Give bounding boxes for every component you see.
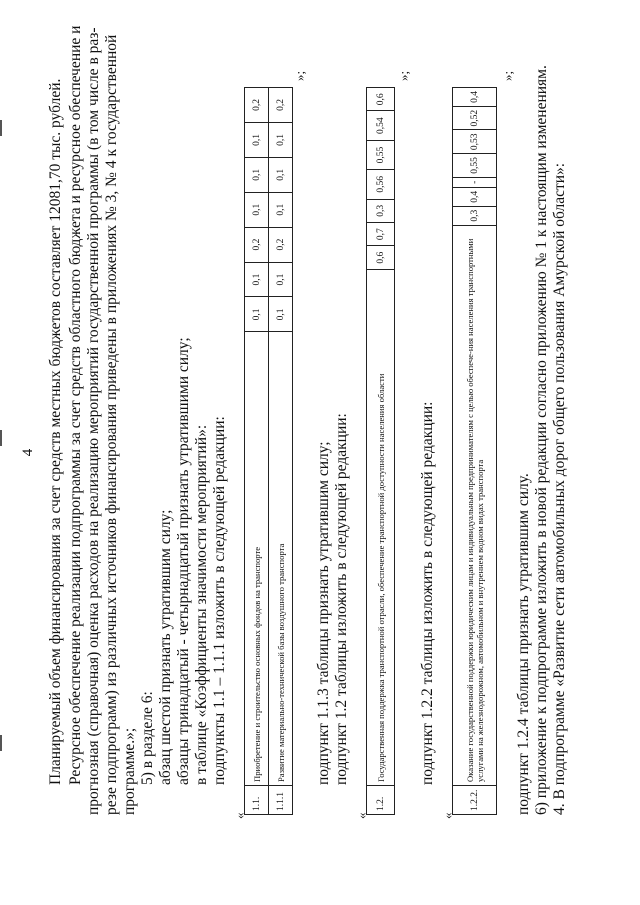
paragraph-subitem-1-2: подпункт 1.2 таблицы изложить в следующей редакции:: [333, 413, 350, 785]
value-cell: 0,53: [453, 130, 497, 154]
value-cell: -: [453, 177, 497, 187]
table-subitem-1-2-2: [452, 87, 497, 815]
paragraph-abzac-13-14: абзацы тринадцатый - четырнадцатый признать утратившими силу;: [175, 337, 192, 785]
value-cell: 0,6: [367, 88, 395, 112]
quote-close-2: »;: [396, 70, 411, 81]
table-row: [269, 88, 293, 815]
paragraph-appendix: 6) приложение к подпрограмме изложить в новой редакции согласно приложению № 1 к настоящим изменениям.: [533, 65, 550, 815]
row-number: 1.1.1: [269, 786, 293, 815]
row-name: Приобретение и строительство основных фондов на транспорте: [245, 332, 269, 786]
value-cell: 0,1: [245, 122, 269, 157]
value-cell: 0,7: [367, 222, 395, 245]
value-cell: 0,1: [269, 157, 293, 192]
value-cell: 0,56: [367, 170, 395, 199]
value-cell: 0,1: [245, 192, 269, 227]
paragraph-section-6: 5) в разделе 6:: [139, 691, 156, 785]
row-number: 1.2.: [367, 786, 395, 815]
quote-open-3: «: [440, 812, 455, 819]
paragraph-abzac-6: абзац шестой признать утратившим силу;: [157, 509, 174, 785]
value-cell: 0,1: [269, 192, 293, 227]
table-subitem-1-2: [366, 87, 395, 815]
value-cell: 0,1: [269, 262, 293, 297]
value-cell: 0,1: [269, 297, 293, 332]
paragraph-subitem-1-2-4: подпункт 1.2.4 таблицы признать утратившим силу.: [515, 473, 532, 815]
paragraph-subitem-1-2-2: подпункт 1.2.2 таблицы изложить в следующей редакции:: [419, 401, 436, 785]
row-name: Оказание государственной поддержки юридическим лицам и индивидуальным предпринимателям с целью обеспече-ния населения транспортными услугами на железнодорожном, автомобильном и внутреннем водном видах транспорта: [453, 225, 497, 785]
paragraph-subitems-1-1: подпункты 1.1 – 1.1.1 изложить в следующей редакции:: [211, 416, 228, 785]
value-cell: 0,2: [245, 88, 269, 123]
row-name: Государственная поддержка транспортной отрасли, обеспечение транспортной доступности населения области: [367, 269, 395, 785]
value-cell: 0,55: [453, 154, 497, 178]
value-cell: 0,1: [245, 262, 269, 297]
paragraph-subitem-1-1-3: подпункт 1.1.3 таблицы признать утратившим силу;: [315, 441, 332, 785]
value-cell: 0,2: [245, 227, 269, 262]
paragraph-coefficients-table: в таблице «Коэффициенты значимости мероприятий»:: [193, 424, 210, 785]
table-subitems-1-1: [244, 87, 293, 815]
row-name: Развитие материально-технической базы воздушного транспорта: [269, 332, 293, 786]
quote-open-2: «: [354, 812, 369, 819]
quote-close-1: »;: [292, 70, 307, 81]
value-cell: 0,55: [367, 140, 395, 169]
paragraph-resource-line-2: прогнозная (справочная) оценка расходов на реализацию мероприятий государственной программы (в том числе в раз-: [85, 27, 102, 815]
value-cell: 0,54: [367, 111, 395, 140]
value-cell: 0,3: [453, 206, 497, 225]
value-cell: 0,1: [245, 297, 269, 332]
quote-close-3: »;: [500, 70, 515, 81]
paragraph-resource-line-4: программе.»;: [121, 727, 138, 815]
value-cell: 0,1: [269, 122, 293, 157]
value-cell: 0,52: [453, 106, 497, 130]
value-cell: 0,4: [453, 88, 497, 107]
value-cell: 0,2: [269, 88, 293, 123]
paragraph-resource-line-1: Ресурсное обеспечение реализации подпрограммы за счет средств областного бюджета и ресурсное обеспечение и: [67, 25, 84, 785]
quote-open-1: «: [232, 812, 247, 819]
table-row: [245, 88, 269, 815]
value-cell: 0,4: [453, 187, 497, 206]
page-number: 4: [20, 448, 36, 457]
value-cell: 0,3: [367, 199, 395, 222]
table-row: [453, 88, 497, 815]
value-cell: 0,1: [245, 157, 269, 192]
paragraph-financing-local: Планируемый объем финансирования за счет средств местных бюджетов составляет 12081,70 тыс. рублей.: [47, 78, 64, 785]
value-cell: 0,2: [269, 227, 293, 262]
row-number: 1.1.: [245, 786, 269, 815]
table-row: [367, 88, 395, 815]
value-cell: 0,6: [367, 246, 395, 269]
paragraph-resource-line-3: резе подпрограмм) из различных источников финансирования приведены в приложениях № 3, № 4 к государственной: [103, 34, 120, 815]
row-number: 1.2.2.: [453, 786, 497, 815]
paragraph-roads-subprogram: 4. В подпрограмме «Развитие сети автомобильных дорог общего пользования Амурской области»:: [551, 162, 568, 815]
